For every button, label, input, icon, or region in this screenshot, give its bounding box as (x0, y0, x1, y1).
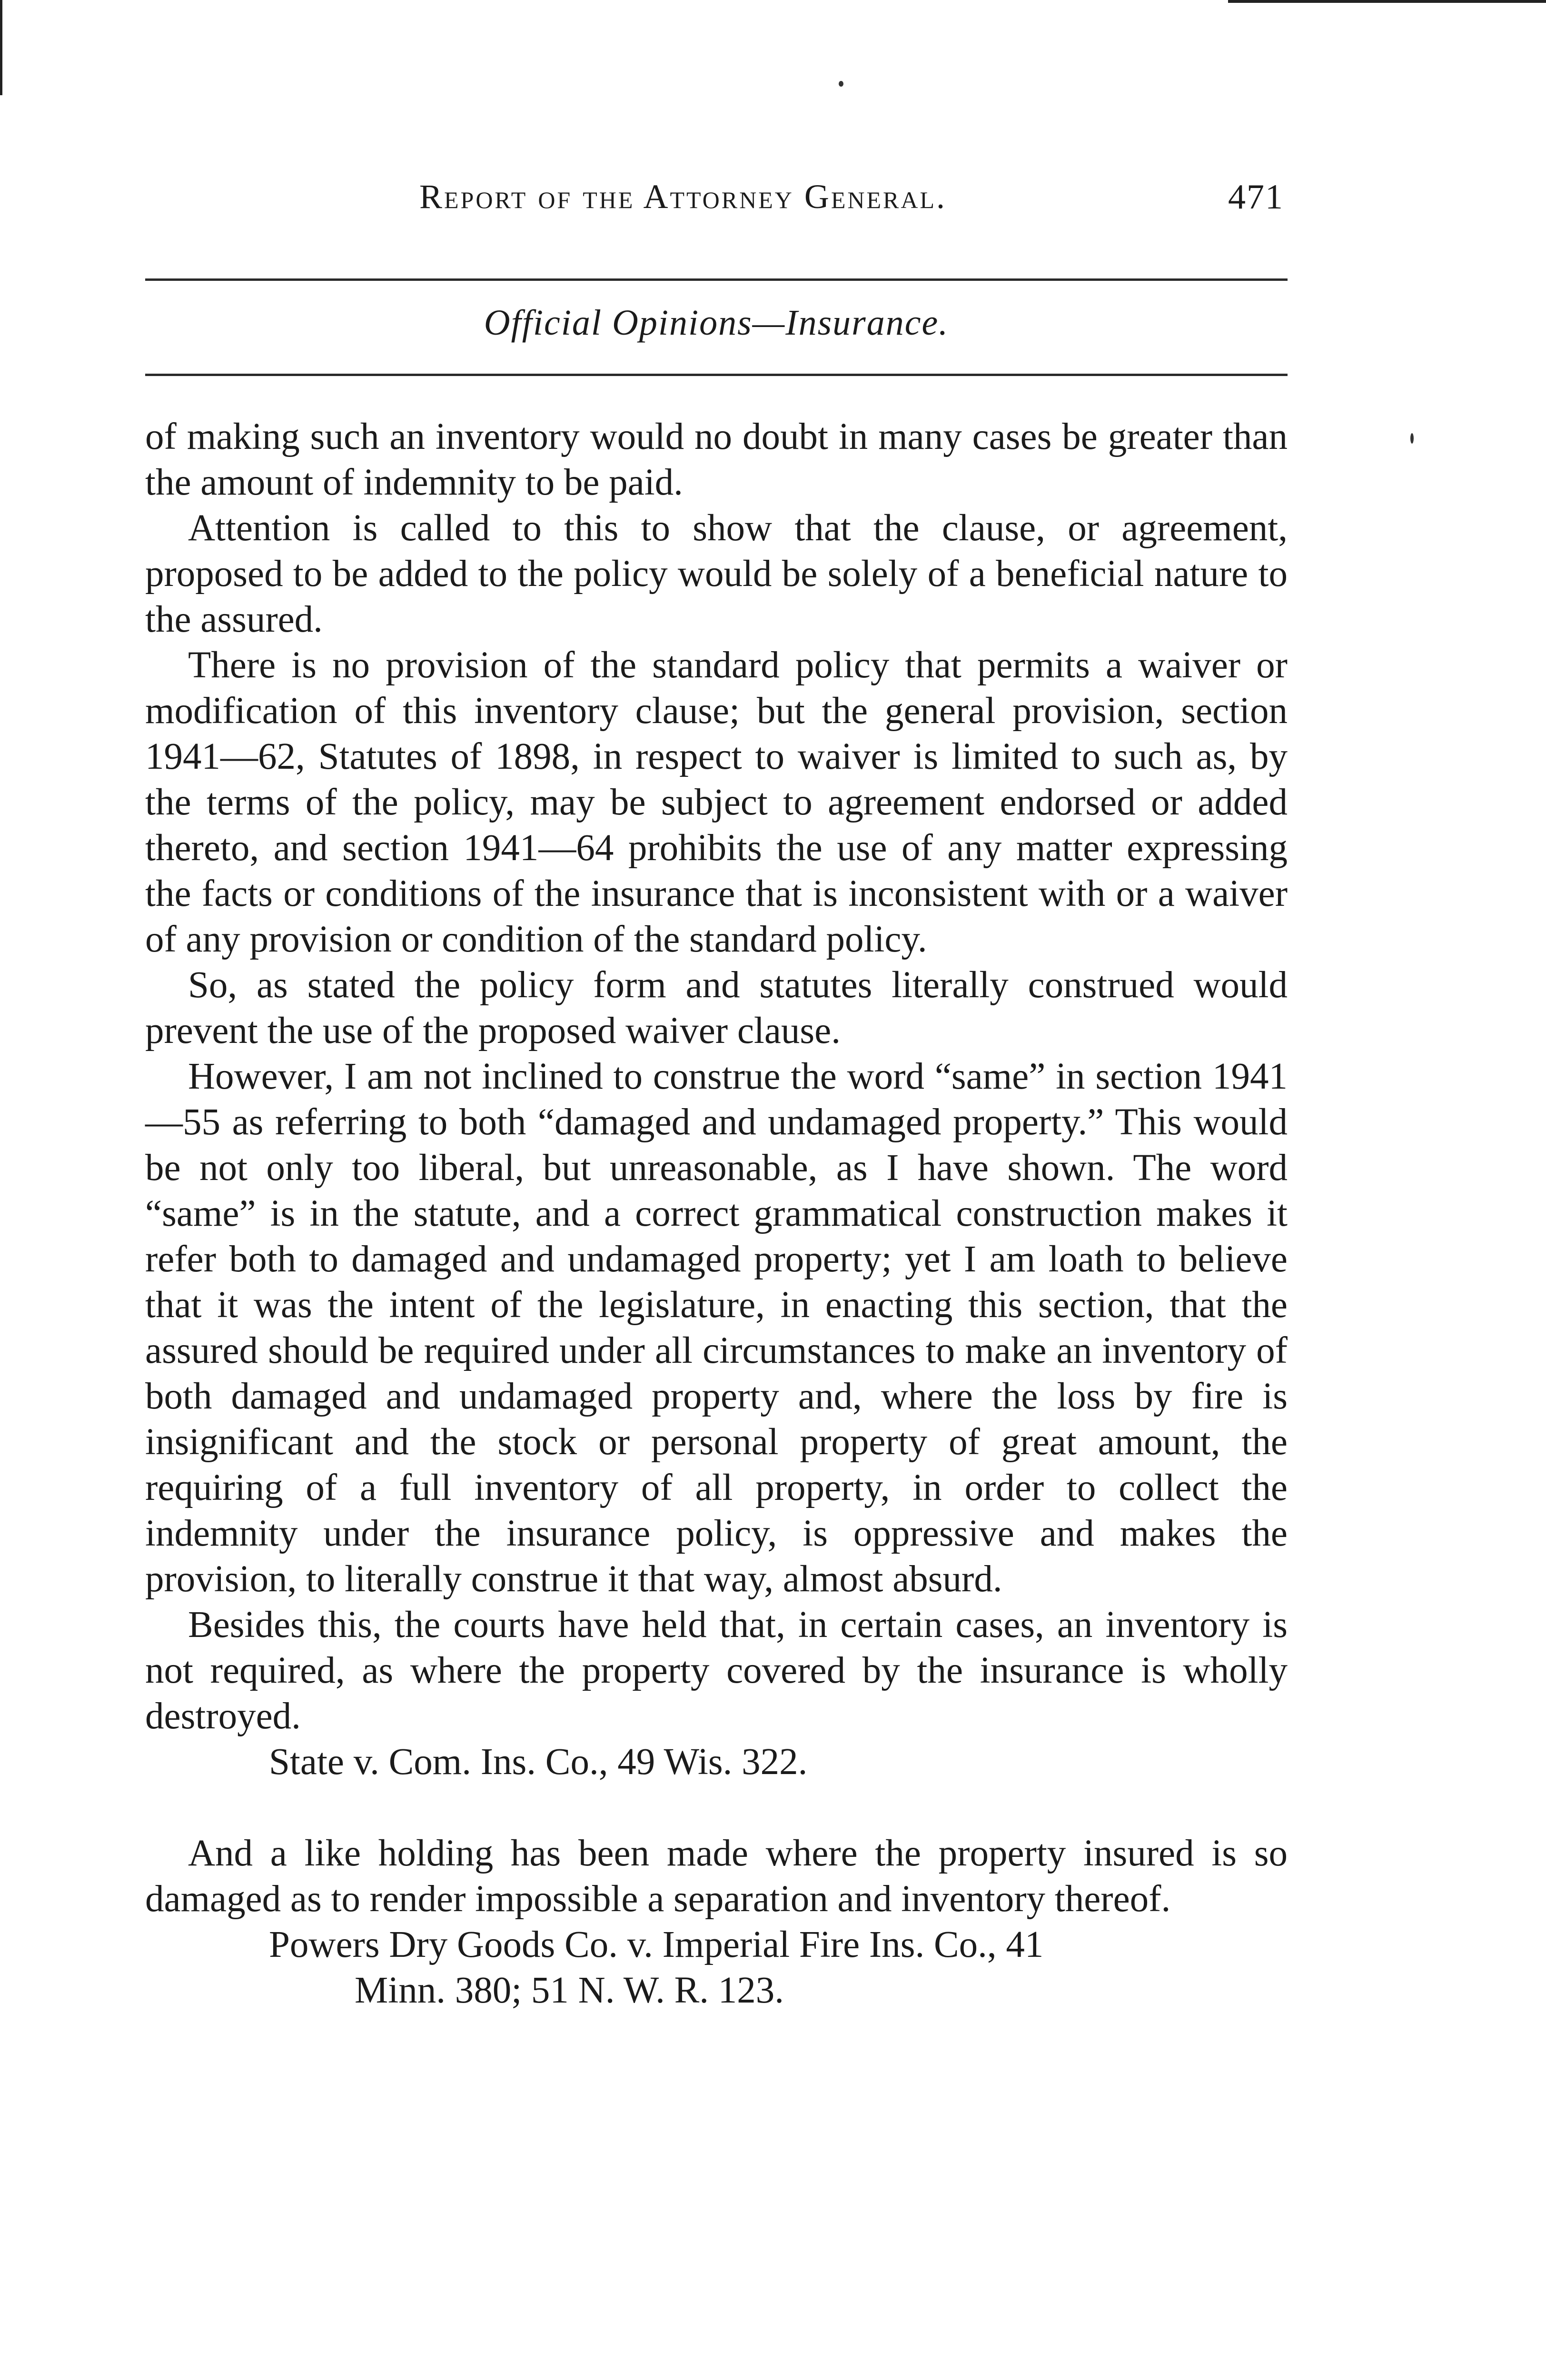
paragraph-continuation: of making such an inventory would no doubt in many cases be greater than the amount of indemnity to be paid. (145, 416, 1288, 503)
page-number: 471 (1228, 178, 1284, 217)
scan-edge-top (1228, 0, 1546, 3)
paragraph: Attention is called to this to show that the clause, or agreement, proposed to be added to the policy would be solely of a beneficial nature to the assured. (145, 507, 1288, 640)
scan-speck (1410, 433, 1414, 444)
body-text (145, 414, 1288, 2013)
paragraph: And a like holding has been made where the property insured is so damaged as to render impossible a separation and inventory thereof. (145, 1833, 1288, 1920)
section-title: Official Opinions—Insurance. (484, 303, 949, 343)
citation: State v. Com. Ins. Co., 49 Wis. 322. (269, 1741, 808, 1783)
paragraph: Besides this, the courts have held that, in certain cases, an inventory is not required, as where the property covered by the insurance is wholly destroyed. (145, 1604, 1288, 1737)
top-rule (145, 278, 1288, 281)
running-title: Report of the Attorney General. (419, 178, 947, 216)
paragraph: However, I am not inclined to construe the word “same” in section 1941—55 as referring to both “damaged and undamaged property.” This would be not only too liberal, but unreasonable, as I have shown. The word “same” is in the statute, and a correct grammatical construction makes it refer both to damaged and undamaged property; yet I am loath to believe that it was the intent of the legislature, in enacting this section, that the assured should be required under all circumstances to make an inventory of both damaged and undamaged property and, where the loss by fire is insignificant and the stock or personal property of great amount, the requiring of a full inventory of all property, in order to collect the indemnity under the insurance policy, is oppressive and makes the provision, to literally construe it that way, almost absurd. (145, 1056, 1288, 1600)
scan-speck (839, 81, 843, 87)
paragraph: So, as stated the policy form and statutes literally construed would prevent the use of the proposed waiver clause. (145, 964, 1288, 1051)
citation-line: Powers Dry Goods Co. v. Imperial Fire Ins. Co., 41 (269, 1924, 1044, 1965)
scan-edge-left (0, 0, 2, 95)
citation-line: Minn. 380; 51 N. W. R. 123. (355, 1970, 784, 2011)
running-head (145, 177, 1288, 225)
paragraph: There is no provision of the standard policy that permits a waiver or modification of this inventory clause; but the general provision, section 1941—62, Statutes of 1898, in respect to waiver is limited to such as, by the terms of the policy, may be subject to agreement endorsed or added thereto, and section 1941—64 prohibits the use of any matter expressing the facts or conditions of the insurance that is inconsistent with or a waiver of any provision or condition of the standard policy. (145, 645, 1288, 960)
bottom-rule (145, 374, 1288, 376)
citation (145, 1922, 1288, 2013)
